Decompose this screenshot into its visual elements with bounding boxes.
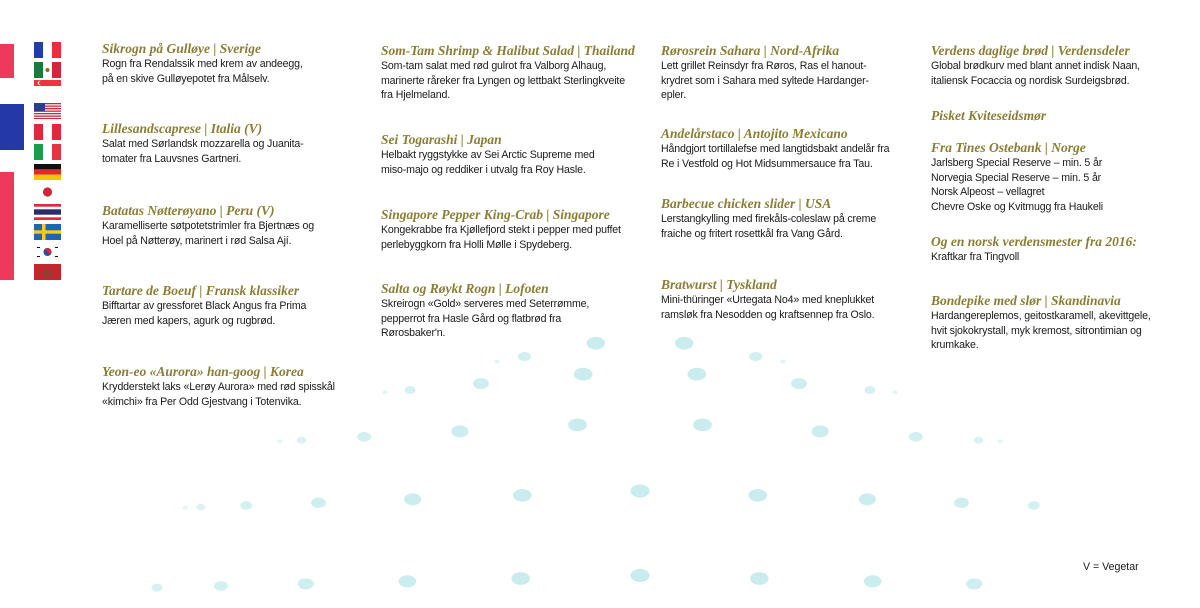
menu-item xyxy=(661,277,874,322)
dish-title: Fra Tines Ostebank | Norge xyxy=(931,140,1086,155)
menu-item xyxy=(931,234,1137,265)
dish-title: Tartare de Boeuf | Fransk klassiker xyxy=(102,283,300,298)
dish-description: Jarlsberg Special Reserve – min. 5 år Norvegia Special Reserve – min. 5 år Norsk Alpeost – vellagret Chevre Oske og Kvitmugg fra Haukeli xyxy=(931,157,1103,213)
dish-description: Rogn fra Rendalssik med krem av andeegg, på en skive Gulløyepotet fra Målselv. xyxy=(102,58,303,85)
korea-flag-icon xyxy=(34,244,61,260)
dish-description: Hardangereplemos, geitostkaramell, akevittgele, hvit sjokokrystall, myk kremost, sitrontimian og krumkake. xyxy=(931,310,1151,352)
blue-band xyxy=(0,104,24,150)
menu-item xyxy=(931,293,1151,353)
dish-title: Bratwurst | Tyskland xyxy=(661,277,777,292)
dish-title: Pisket Kviteseidsmør xyxy=(931,108,1047,123)
dish-title: Barbecue chicken slider | USA xyxy=(661,196,832,211)
dish-title: Singapore Pepper King-Crab | Singapore xyxy=(381,207,610,222)
germany-flag-icon xyxy=(34,164,61,180)
menu-item xyxy=(381,281,589,341)
dish-description: Mini-thüringer «Urtegata No4» med kneplukket ramsløk fra Nesodden og kraftsennep fra Oslo. xyxy=(661,294,875,321)
sweden-flag-icon xyxy=(34,224,61,240)
dish-title: Og en norsk verdensmester fra 2016: xyxy=(931,234,1137,249)
dish-description: Global brødkurv med blant annet indisk Naan, italiensk Focaccia og nordisk Surdeigsbrød. xyxy=(931,60,1140,87)
vegetarian-footnote: V = Vegetar xyxy=(1083,561,1139,573)
dish-title: Lillesandscaprese | Italia (V) xyxy=(102,121,263,136)
menu-item xyxy=(381,132,595,177)
dish-description: Krydderstekt laks «Lerøy Aurora» med rød spisskål «kimchi» fra Per Odd Gjestvang i Totenvika. xyxy=(102,381,335,408)
dish-description: Kraftkar fra Tingvoll xyxy=(931,251,1020,263)
dish-title: Yeon-eo «Aurora» han-goog | Korea xyxy=(102,364,304,379)
menu-item xyxy=(102,364,335,409)
dish-title: Verdens daglige brød | Verdensdeler xyxy=(931,43,1130,58)
menu-item xyxy=(102,203,314,248)
menu-item xyxy=(381,207,621,252)
dish-description: Karamelliserte søtpotetstrimler fra Bjertnæs og Hoel på Nøtterøy, marinert i rød Salsa Ají. xyxy=(102,220,314,247)
dish-title: Sei Togarashi | Japan xyxy=(381,132,502,147)
menu-item xyxy=(931,140,1103,214)
dish-description: Salat med Sørlandsk mozzarella og Juanita- tomater fra Lauvsnes Gartneri. xyxy=(102,138,304,165)
dish-description: Lett grillet Reinsdyr fra Røros, Ras el hanout- krydret som i Sahara med syltede Hardanger- epler. xyxy=(661,60,869,102)
menu-item xyxy=(381,43,635,103)
thailand-flag-icon xyxy=(34,204,61,220)
italy-flag-icon xyxy=(34,144,61,160)
peru-flag-icon xyxy=(34,124,61,140)
red-band-top xyxy=(0,44,14,78)
dish-title: Bondepike med slør | Skandinavia xyxy=(931,293,1121,308)
dish-title: Salta og Røykt Rogn | Lofoten xyxy=(381,281,549,296)
morocco-flag-icon xyxy=(34,264,61,280)
red-band-bottom xyxy=(0,172,14,280)
dish-description: Håndgjort tortillalefse med langtidsbakt andelår fra Re i Vestfold og Hot Midsummersauce fra Tau. xyxy=(661,143,890,170)
japan-flag-icon xyxy=(34,184,61,200)
dish-title: Andelårstaco | Antojito Mexicano xyxy=(661,126,848,141)
dish-description: Skreirogn «Gold» serveres med Seterrømme, pepperrot fra Hasle Gård og flatbrød fra Rørosbaker'n. xyxy=(381,298,590,340)
dish-description: Bifftartar av gressforet Black Angus fra Prima Jæren med kapers, agurk og rugbrød. xyxy=(102,300,307,327)
dish-title: Sikrogn på Gulløye | Sverige xyxy=(102,41,261,56)
dish-description: Helbakt ryggstykke av Sei Arctic Supreme med miso-majo og reddiker i utvalg fra Roy Hasle. xyxy=(381,149,595,176)
menu-item xyxy=(102,121,304,166)
menu-item xyxy=(931,108,1046,123)
menu-item xyxy=(661,43,869,103)
france-flag-icon xyxy=(34,42,61,58)
menu-item xyxy=(661,126,889,171)
dish-title: Som-Tam Shrimp & Halibut Salad | Thailand xyxy=(381,43,635,58)
dish-description: Kongekrabbe fra Kjøllefjord stekt i pepper med puffet perlebyggkorn fra Holli Mølle i Spydeberg. xyxy=(381,224,621,251)
mexico-flag-icon xyxy=(34,62,61,78)
menu-item xyxy=(661,196,876,241)
singapore-flag-icon xyxy=(34,80,61,92)
dish-title: Rørosrein Sahara | Nord-Afrika xyxy=(661,43,840,58)
dish-description: Lerstangkylling med firekåls-coleslaw på creme fraiche og fritert rosettkål fra Vang Gård. xyxy=(661,213,877,240)
dish-title: Batatas Nøtterøyano | Peru (V) xyxy=(102,203,275,218)
menu-item xyxy=(931,43,1140,88)
menu-item xyxy=(102,41,303,86)
usa-flag-icon xyxy=(34,103,61,119)
dish-description: Som-tam salat med rød gulrot fra Valborg Alhaug, marinerte råreker fra Lyngen og lettbakt Sterlingkveite fra Hjelmeland. xyxy=(381,60,625,102)
menu-item xyxy=(102,283,306,328)
